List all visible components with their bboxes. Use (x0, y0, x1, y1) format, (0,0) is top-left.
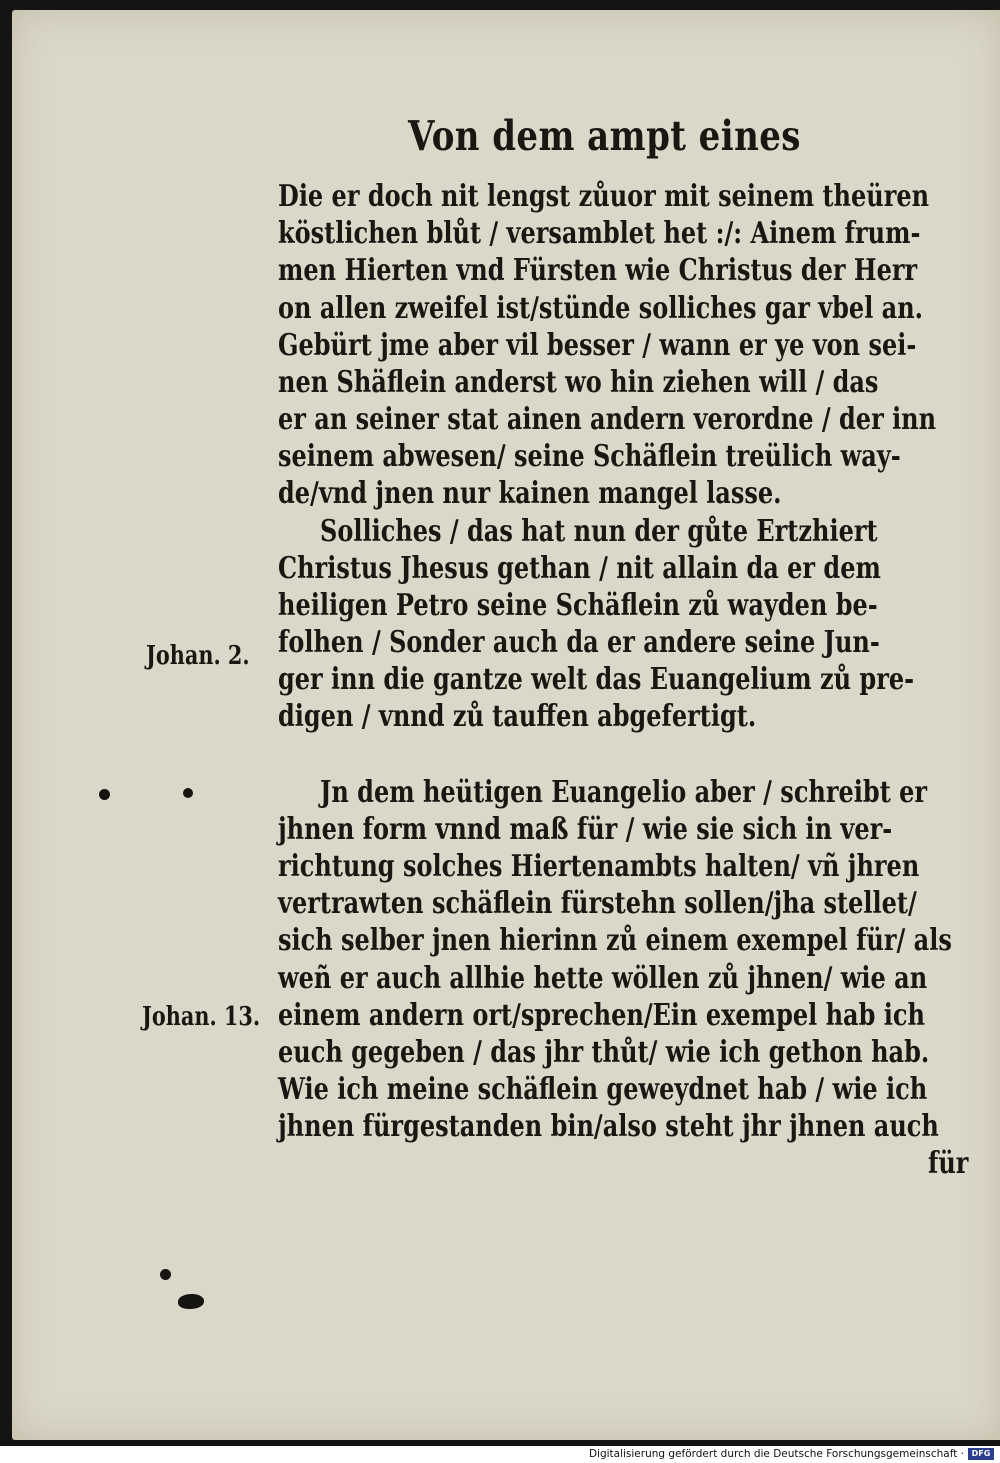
text-line: sich selber jnen hierinn zů einem exempel für/ als (278, 923, 952, 958)
dfg-logo: DFG (968, 1448, 994, 1460)
text-line: Die er doch nit lengst zůuor mit seinem theüren (278, 179, 930, 214)
text-line: einem andern ort/sprechen/Ein exempel hab ich (278, 998, 925, 1033)
margin-note: Johan. 13. (142, 1002, 261, 1032)
text-line: Solliches / das hat nun der gůte Ertzhiert (320, 514, 878, 549)
text-line: de/vnd jnen nur kainen mangel lasse. (278, 476, 782, 511)
ink-dot (160, 1269, 171, 1280)
ink-dot (183, 788, 193, 798)
text-line: men Hierten vnd Fürsten wie Christus der Herr (278, 253, 918, 288)
text-line: jhnen fürgestanden bin/also steht jhr jhnen auch (278, 1109, 939, 1144)
text-line: seinem abwesen/ seine Schäflein treülich way- (278, 439, 901, 474)
text-line: digen / vnnd zů tauffen abgefertigt. (278, 699, 757, 734)
text-line: euch gegeben / das jhr thůt/ wie ich gethon hab. (278, 1035, 930, 1070)
text-line: folhen / Sonder auch da er andere seine Jun- (278, 625, 880, 660)
text-line: Wie ich meine schäflein geweydnet hab / wie ich (278, 1072, 928, 1107)
ink-dot (99, 789, 110, 800)
text-line: on allen zweifel ist/stünde solliches gar vbel an. (278, 291, 924, 326)
text-line: vertrawten schäflein fürstehn sollen/jha stellet/ (278, 886, 917, 921)
text-line: Jn dem heütigen Euangelio aber / schreibt er (320, 775, 928, 810)
running-header: Von dem ampt eines (408, 112, 801, 160)
text-line: weñ er auch allhie hette wöllen zů jhnen/ wie an (278, 961, 928, 996)
text-line: richtung solches Hiertenambts halten/ vñ jhren (278, 849, 920, 884)
text-line: heiligen Petro seine Schäflein zů wayden be- (278, 588, 878, 623)
text-line: er an seiner stat ainen andern verordne / der inn (278, 402, 937, 437)
text-line: Gebürt jme aber vil besser / wann er ye von sei- (278, 328, 917, 363)
text-line: nen Shäflein anderst wo hin ziehen will / das (278, 365, 879, 400)
catchword: für (928, 1146, 969, 1181)
text-line: jhnen form vnnd maß für / wie sie sich in ver- (278, 812, 893, 847)
text-line: ger inn die gantze welt das Euangelium zů pre- (278, 662, 915, 697)
text-line: Christus Jhesus gethan / nit allain da er dem (278, 551, 881, 586)
margin-note: Johan. 2. (146, 641, 250, 671)
footer-bar (0, 1446, 1000, 1463)
footer-credit: Digitalisierung gefördert durch die Deutsche Forschungsgemeinschaft · (588, 1448, 964, 1460)
text-line: köstlichen blůt / versamblet het :/: Ainem frum- (278, 216, 921, 251)
ink-blot (178, 1294, 204, 1309)
